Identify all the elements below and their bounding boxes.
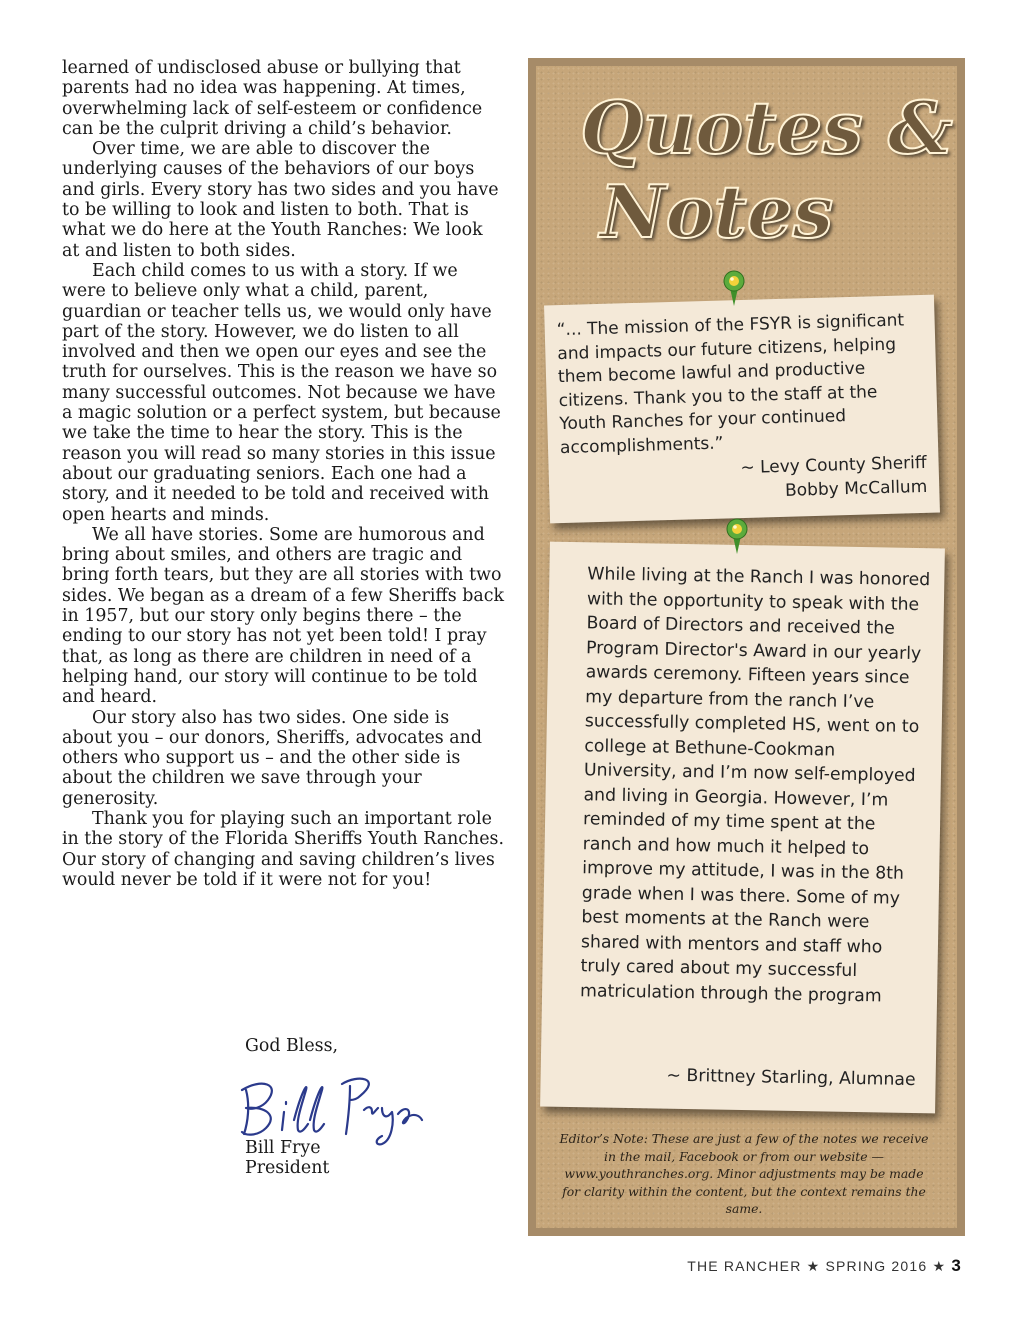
push-pin-icon — [726, 518, 748, 556]
page-footer — [687, 1256, 962, 1276]
editor-note: Editor’s Note: These are just a few of the notes we receive in the mail, Facebook or from our website — www.youthranches.org. Minor adjustments may be made for clarity within the content, but the context remains the same. — [559, 1131, 929, 1216]
closing-salutation: God Bless, — [245, 1036, 339, 1056]
signer-title: President — [245, 1158, 330, 1179]
article-paragraph: learned of undisclosed abuse or bullying that parents had no idea was happening. At times, overwhelming lack of self-esteem or confidence can be the culprit driving a child’s behavior. — [62, 58, 483, 139]
issue-label: SPRING 2016 — [825, 1258, 928, 1274]
article-paragraph: Over time, we are able to discover the underlying causes of the behaviors of our boys and girls. Every story has two sides and you have to be willing to look and listen to both. That is what we do here at the Youth Ranches: We look at and listen to both sides. — [62, 139, 499, 261]
signer-block — [245, 1138, 329, 1179]
publication-name: THE RANCHER — [687, 1258, 802, 1274]
quote-attribution — [740, 452, 927, 504]
quote-attribution-line1: ~ Levy County Sheriff — [740, 452, 927, 479]
quote-note-alumnae — [540, 542, 945, 1114]
article-paragraph: Thank you for playing such an important role in the story of the Florida Sheriffs Youth Ranches. Our story of changing and saving children’s lives would never be told if it were not for you! — [62, 808, 504, 890]
push-pin-icon — [723, 270, 745, 308]
quote-attribution-line2: Bobby McCallum — [784, 476, 928, 501]
article-paragraph: Our story also has two sides. One side is about you – our donors, Sheriffs, advocates and others who support us – and the other side is about the children we save through your generosity. — [62, 707, 482, 809]
sidebar-title — [536, 86, 957, 254]
page-number: 3 — [951, 1256, 962, 1275]
quote-attribution: ~ Brittney Starling, Alumnae — [666, 1065, 916, 1091]
quote-note-sheriff — [544, 295, 940, 524]
sidebar-title-line2: Notes — [599, 169, 834, 254]
star-icon: ★ — [932, 1258, 947, 1274]
star-icon: ★ — [806, 1258, 821, 1274]
article-paragraph: We all have stories. Some are humorous and bring about smiles, and others are tragic and bring forth tears, but they are all stories with two sides. We began as a dream of a few Sheriffs back in 1957, but our story only begins there – the ending to our story has not yet been told! I pray that, as long as there are children in need of a helping hand, our story will continue to be told and heard. — [62, 524, 504, 708]
sidebar-title-line1: Quotes & — [580, 85, 953, 170]
handwritten-signature — [232, 1060, 432, 1150]
article-body — [62, 58, 504, 890]
quote-text: While living at the Ranch I was honored with the opportunity to speak with the Board of Directors and received the Program Director's Award in our yearly awards ceremony. Fifteen years since my departure from the ranch I’ve successfully completed HS, went on to college at Bethune-Cookman University, and I’m now self-employed and living in Georgia. However, I’m reminded of my time spent at the ranch and how much it helped to improve my attitude, I was in the 8th grade when I was there. Some of my best moments at the Ranch were shared with mentors and staff who truly cared about my successful matriculation through the program — [579, 564, 931, 1006]
quote-text: “... The mission of the FSYR is significant and impacts our future citizens, helping them become lawful and productive citizens. Thank you to the staff at the Youth Ranches for your continued accomplishments.” — [556, 310, 905, 458]
signer-name: Bill Frye — [245, 1138, 321, 1158]
article-paragraph: Each child comes to us with a story. If we were to believe only what a child, parent, guardian or teacher tells us, we would only have part of the story. However, we do listen to all involved and then we open our eyes and see the truth for ourselves. This is the reason we have so many successful outcomes. Not because we have a magic solution or a perfect system, but because we take the time to hear the story. This is the reason you will read so many stories in this issue about our graduating seniors. Each one had a story, and it needed to be told and received with open hearts and minds. — [62, 260, 501, 525]
